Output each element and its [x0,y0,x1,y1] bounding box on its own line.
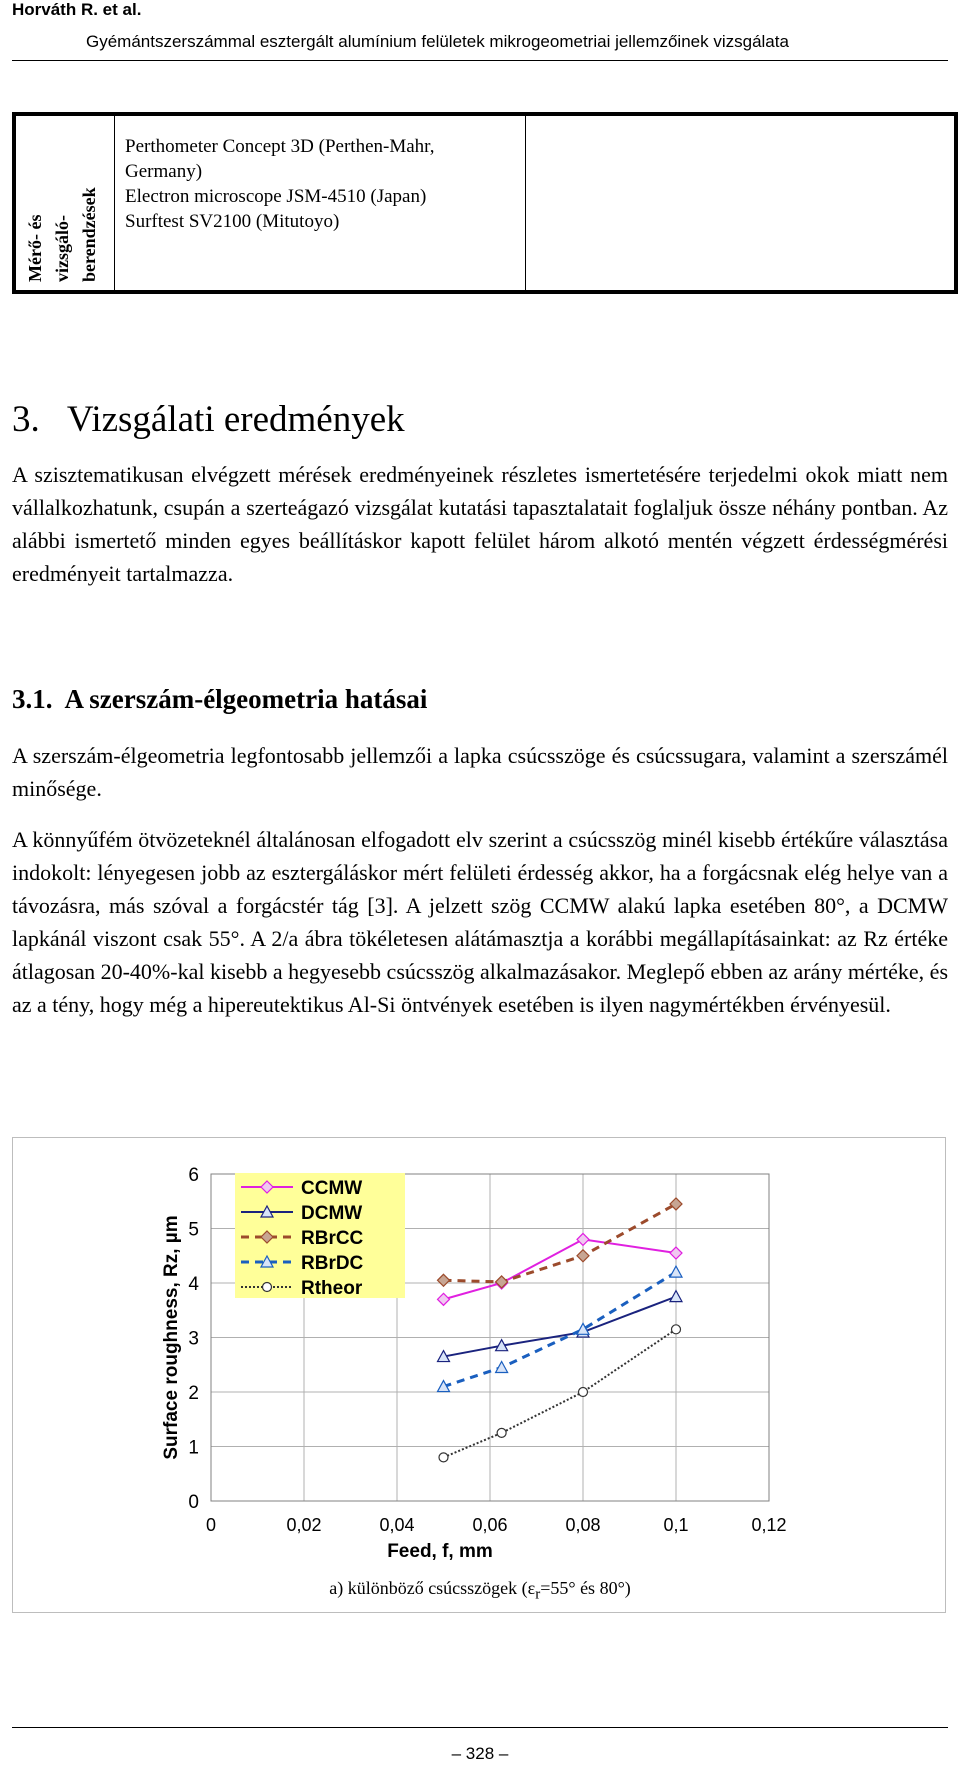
subsection-heading: 3.1. A szerszám-élgeometria hatásai [12,684,428,714]
equipment-label-line: berendzések [79,187,99,282]
series-point-rbrcc [577,1250,589,1262]
y-tick-label: 6 [188,1165,199,1186]
roughness-chart [13,1138,947,1578]
series-line-dcmw [444,1297,677,1357]
y-tick-label: 4 [188,1274,199,1295]
x-tick-label: 0,12 [751,1515,787,1535]
x-tick-label: 0,04 [379,1515,415,1535]
y-tick-label: 3 [188,1328,199,1350]
footer-rule [12,1727,948,1728]
y-tick-label: 0 [188,1492,199,1513]
y-tick-label: 5 [188,1219,199,1241]
figure-frame [12,1137,946,1613]
series-line-rtheor [444,1329,677,1457]
series-point-rtheor [672,1325,681,1334]
x-tick-label: 0,02 [286,1515,322,1535]
y-axis-label: Surface roughness, Rz, µm [161,1215,182,1460]
chart-series [438,1198,683,1462]
legend-label-rbrcc: RBrCC [301,1228,364,1249]
caption-after: =55° és 80°) [540,1578,631,1598]
equipment-item: Germany) [125,161,203,182]
y-tick-label: 1 [188,1437,199,1459]
section-heading: 3. Vizsgálati eredmények [12,399,405,440]
series-point-ccmw [577,1233,589,1245]
header-title: Gyémántszerszámmal esztergált alumínium felületek mikrogeometriai jellemzőinek vizsgálata [86,32,789,51]
series-point-rbrdc [496,1361,508,1372]
subsection-paragraph-2: A könnyűfém ötvözeteknél általánosan elfogadott elv szerint a csúcsszög minél kisebb értékűre választása indokolt: lényegesen jobb az esztergáláskor mért felületi érdesség akkor, ha a forgácsnak elég helye van a távozásra, más szóval a forgácstér tág [3]. A jelzett szög CCMW alakú lapka esetében 80°, a DCMW lapkánál viszont csak 55°. A 2/a ábra tökéletesen alátámasztja a korábbi megállapításainkat: az Rz értéke átlagosan 20-40%-kal kisebb a hegyesebb csúcsszög alkalmazásakor. Meglepő ebben az arány mértéke, és az a tény, hogy még a hipereutektikus Al-Si öntvények esetében is ilyen nagymértékben érvényesül. [12,827,948,1017]
equipment-label-line: Mérő- és [25,214,45,282]
x-tick-label: 0,08 [565,1515,601,1535]
section-paragraph: A szisztematikusan elvégzett mérések eredményeinek részletes ismertetésére terjedelmi okok miatt nem vállalkozhatunk, csupán a szerteágazó vizsgálat kutatási tapasztalatait foglaljuk össze néhány pontban. Az alábbi ismertető minden egyes beállításkor kapott felület három alkotó mentén végzett érdességmérési eredményeit tartalmazza. [12,462,948,586]
series-point-rtheor [439,1453,448,1462]
series-point-rbrcc [438,1274,450,1286]
equipment-label [22,187,103,282]
legend-marker-rtheor [263,1283,272,1292]
x-tick-label: 0,06 [472,1515,508,1535]
x-tick-label: 0,1 [663,1515,689,1535]
equipment-item: Electron microscope JSM-4510 (Japan) [125,186,427,207]
series-point-rbrcc [496,1276,508,1288]
x-axis-label: Feed, f, mm [387,1541,493,1562]
equipment-label-line: vizsgáló- [52,215,72,282]
series-point-ccmw [438,1293,450,1305]
subsection-paragraph-1: A szerszám-élgeometria legfontosabb jellemzői a lapka csúcsszöge és csúcssugara, valamint a szerszámél minősége. [12,743,948,801]
caption-sub: r [535,1586,541,1603]
chart-legend [235,1173,405,1299]
equipment-item: Perthometer Concept 3D (Perthen-Mahr, [125,136,435,157]
equipment-item: Surftest SV2100 (Mitutoyo) [125,211,340,232]
equipment-table [12,112,958,294]
series-point-ccmw [670,1247,682,1259]
header-rule [12,60,948,61]
legend-label-rtheor: Rtheor [301,1278,363,1299]
equipment-list [115,114,526,292]
series-point-rbrdc [670,1266,682,1277]
page-number: – 328 – [451,1744,509,1763]
equipment-label-cell [14,114,115,292]
legend-label-ccmw: CCMW [301,1178,363,1199]
series-line-ccmw [444,1239,677,1299]
y-tick-label: 2 [188,1383,199,1404]
series-line-rbrcc [444,1204,677,1282]
series-point-rtheor [579,1388,588,1397]
series-point-rbrdc [577,1323,589,1334]
series-point-rtheor [497,1428,506,1437]
caption-before: a) különböző csúcsszögek (ε [329,1578,536,1598]
equipment-empty-cell [526,114,957,292]
x-tick-label: 0 [205,1515,217,1535]
series-point-dcmw [670,1291,682,1302]
legend-label-rbrdc: RBrDC [301,1253,364,1274]
header-author: Horváth R. et al. [12,0,142,19]
legend-label-dcmw: DCMW [301,1203,363,1224]
figure-caption [0,1578,960,1604]
series-point-rbrcc [670,1198,682,1210]
